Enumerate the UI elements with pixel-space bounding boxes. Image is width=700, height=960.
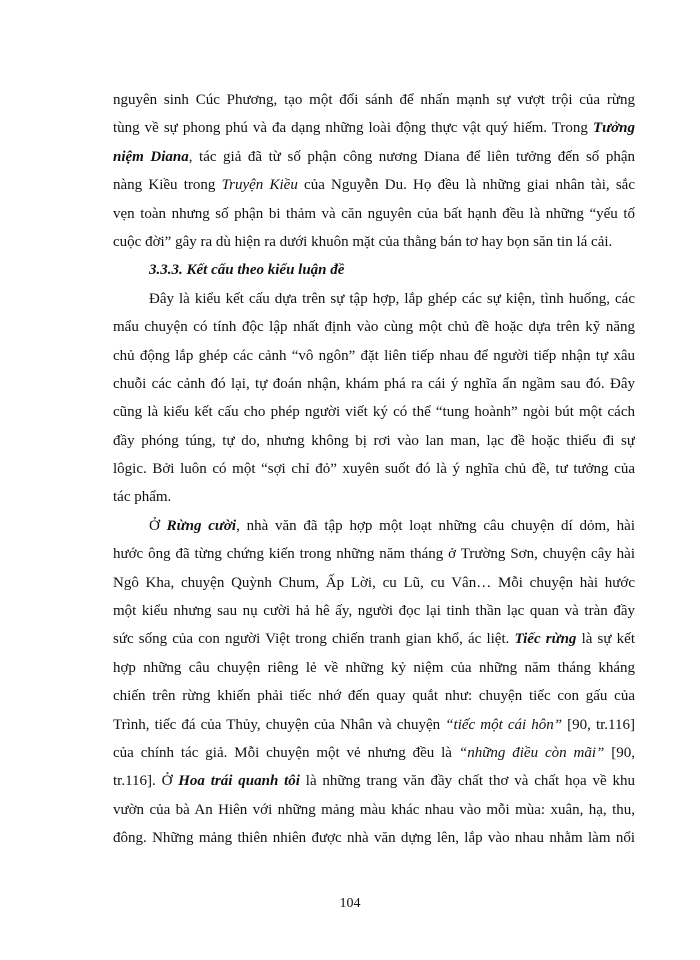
text-line: chuỗi các cảnh đó lại, tự đoán nhận, khám phá ra cái ý nghĩa ẩn ngầm sau đó. Đây [113, 375, 635, 392]
text-line: mẩu chuyện có tính độc lập nhất định vào cùng một chủ đề hoặc dựa trên kỹ năng [113, 319, 635, 336]
work-title: Truyện Kiều [221, 177, 298, 194]
text-line: lôgic. Bởi luôn có một “sợi chỉ đỏ” xuyên suốt đó là ý nghĩa chủ đề, tư tưởng của [113, 461, 635, 478]
work-title: Hoa trái quanh tôi [178, 773, 300, 790]
text-line: Đây là kiểu kết cấu dựa trên sự tập hợp, lắp ghép các sự kiện, tình huống, các [149, 290, 635, 307]
text-line: đầy phóng túng, tự do, nhưng không bị rơi vào lan man, lạc đề hoặc thiếu đi sự [113, 432, 635, 449]
text-line: chủ động lắp ghép các cảnh “vô ngôn” đặt liên tiếp nhau để người tiếp nhận tự xâu [113, 347, 635, 364]
work-title: niệm Diana [113, 148, 189, 165]
work-title: Rừng cười [166, 517, 237, 534]
text-line: nguyên sinh Cúc Phương, tạo một đối sánh để nhấn mạnh sự vượt trội của rừng [113, 92, 635, 108]
work-title: Tưởng [592, 120, 635, 137]
text-line: niệm Diana, tác giả đã từ số phận công nương Diana để liên tưởng đến số phận [113, 148, 635, 165]
text-line: tác phẩm. [113, 489, 172, 506]
text-line: cũng là kiểu kết cấu cho phép người viết ký có thể “tung hoành” ngòi bút một cách [113, 404, 635, 421]
text-line: tr.116]. Ở Hoa trái quanh tôi là những trang văn đầy chất thơ và chất họa về khu [113, 773, 635, 790]
text-line: một kiểu nhưng sau nụ cười hả hê ấy, người đọc lại tinh thần lạc quan và tràn đầy [113, 603, 635, 620]
text-line: vườn của bà An Hiên với những mảng màu khác nhau vào mỗi mùa: xuân, hạ, thu, [113, 801, 635, 818]
text-line: Trình, tiếc đá của Thủy, chuyện của Nhân và chuyện “tiếc một cái hôn” [90, tr.116] [113, 716, 635, 733]
text-line: tùng về sự phong phú và đa dạng những loài động thực vật quý hiếm. Trong Tưởng [113, 120, 635, 137]
text-line: cuộc đời” gây ra dù hiện ra dưới khuôn mặt của thằng bán tơ hay bọn săn tin lá cải. [113, 233, 613, 250]
page-number: 104 [339, 896, 361, 911]
text-line: hước ông đã từng chứng kiến trong những năm tháng ở Trường Sơn, chuyện cây hài [113, 546, 635, 563]
text-line: đông. Những mảng thiên nhiên được nhà văn dựng lên, lắp vào nhau nhằm làm nổi [113, 830, 635, 847]
body-text [113, 86, 635, 853]
text-line: Ngô Kha, chuyện Quỳnh Chum, Ấp Lời, cu Lũ, cu Vân… Mỗi chuyện hài hước [113, 574, 635, 591]
text-line: nàng Kiều trong Truyện Kiều của Nguyễn Du. Họ đều là những giai nhân tài, sắc [113, 177, 635, 194]
quotation: “những điều còn mãi” [458, 744, 605, 761]
text-line: của chính tác giả. Mỗi chuyện một vẻ nhưng đều là “những điều còn mãi” [90, [113, 744, 635, 761]
quotation: “tiếc một cái hôn” [445, 716, 563, 733]
text-line: vẹn toàn nhưng số phận bi thảm và căn nguyên của bất hạnh đều là những “yếu tố [113, 205, 635, 222]
text-line: sức sống của con người Việt trong chiến tranh gian khổ, ác liệt. Tiếc rừng là sự kết [113, 631, 635, 648]
text-line: chiến trên rừng khiến phải tiếc nhớ đến quay quắt như: chuyện tiếc con gấu của [113, 688, 635, 705]
section-heading: 3.3.3. Kết cấu theo kiểu luận đề [149, 262, 345, 279]
work-title: Tiếc rừng [514, 631, 577, 648]
text-line: Ở Rừng cười, nhà văn đã tập hợp một loạt những câu chuyện dí dỏm, hài [149, 517, 635, 534]
text-line: hợp những câu chuyện riêng lẻ về những kỷ niệm của những năm tháng kháng [113, 659, 635, 676]
